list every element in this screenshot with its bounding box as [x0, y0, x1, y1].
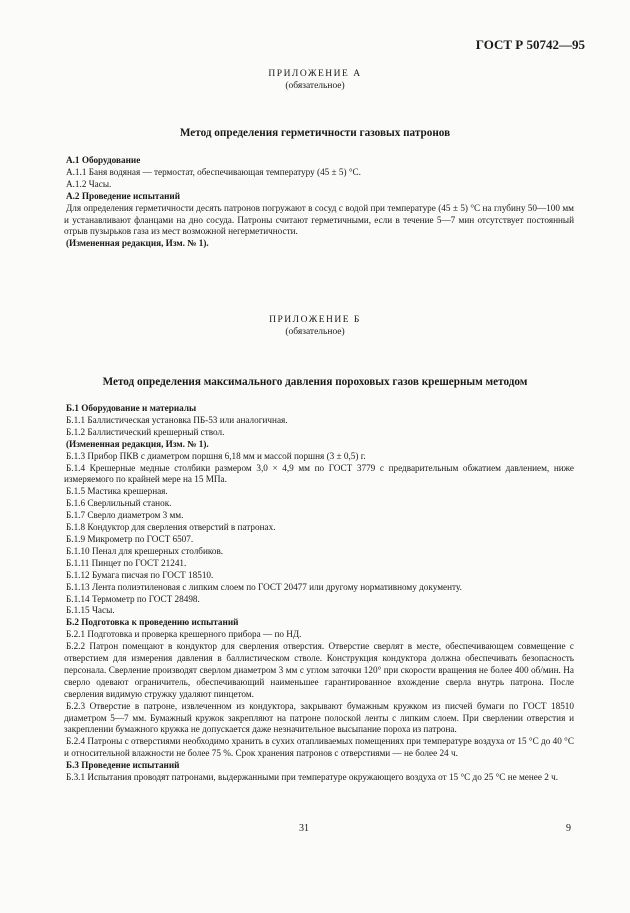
item-b1-6: Б.1.6 Сверлильный станок.: [66, 498, 172, 509]
item-b2-3: Б.2.3 Отверстие в патроне, извлеченном из кондуктора, закрывают бумажным кружком из писчей бумаги по ГОСТ 18510 диаметром 5—7 мм. Бумажный кружок закрепляют на патроне полоской ленты с липким слоем. При сверлении отверстия и закреплении бумажного кружка не допускается даже незначительное высыпание пороха из патрона.: [64, 700, 574, 735]
appendix-a-body: [64, 155, 574, 250]
item-b1-4: Б.1.4 Крешерные медные столбики размером 3,0 × 4,9 мм по ГОСТ 3779 с предварительным обжатием давлением, ниже измеряемого по крайней мере на 15 МПа.: [64, 462, 574, 485]
item-b2-4: Б.2.4 Патроны с отверстиями необходимо хранить в сухих отапливаемых помещениях при температуре воздуха от 15 °С до 40 °С и относительной влажности не более 75 %. Срок хранения патронов с отверстиями — не более 24 ч.: [64, 736, 574, 759]
item-b1-5: Б.1.5 Мастика крешерная.: [66, 486, 168, 497]
item-b1-1: Б.1.1 Баллистическая установка ПБ-53 или аналогичная.: [66, 414, 288, 425]
item-b2-1: Б.2.1 Подготовка и проверка крешерного прибора — по НД.: [66, 629, 302, 640]
item-b1-8: Б.1.8 Кондуктор для сверления отверстий в патронах.: [66, 522, 276, 533]
section-b1-heading: Б.1 Оборудование и материалы: [66, 403, 197, 413]
item-b1-7: Б.1.7 Сверло диаметром 3 мм.: [66, 510, 184, 521]
item-b1-13: Б.1.13 Лента полиэтиленовая с липким слоем по ГОСТ 20477 или другому нормативному документу.: [66, 581, 462, 592]
item-b1-2: Б.1.2 Баллистический крешерный ствол.: [66, 426, 225, 437]
item-a1-1: А.1.1 Баня водяная — термостат, обеспечивающая температуру (45 ± 5) °С.: [66, 166, 361, 177]
page-number-center: 31: [299, 823, 309, 834]
item-b1-15: Б.1.15 Часы.: [66, 605, 115, 616]
paragraph-a2: Для определения герметичности десять патронов погружают в сосуд с водой при температуре (45 ± 5) °С на глубину 50—100 мм и устанавливают фланцами на дно сосуда. Патроны считают герметичными, если в течение 5—7 мин отсутствует постоянный отрыв пузырьков газа из мест возможной негерметичности.: [64, 202, 574, 237]
item-b1-11: Б.1.11 Пинцет по ГОСТ 21241.: [66, 557, 187, 568]
item-a1-2: А.1.2 Часы.: [66, 178, 112, 189]
item-b1-14: Б.1.14 Термометр по ГОСТ 28498.: [66, 593, 200, 604]
appendix-b-heading: Метод определения максимального давления пороховых газов крешерным методом: [102, 376, 528, 388]
page-number-right: 9: [566, 823, 571, 834]
appendix-a-title: ПРИЛОЖЕНИЕ А: [268, 69, 362, 79]
item-b1-10: Б.1.10 Пенал для крешерных столбиков.: [66, 545, 224, 556]
item-b2-2: Б.2.2 Патрон помещают в кондуктор для сверления отверстия. Отверстие сверлят в месте, обеспечивающем совмещение с отверстием для измерения давления в баллистическом стволе. Конструкция кондуктора должна обеспечивать безопасность персонала. Сверление производят сверлом диаметром 3 мм с углом заточки 120° при скорости вращения не более 400 об/мин. На сверло одевают ограничитель, обеспечивающий наименьшее гарантированное вхождение сверла внутрь патрона. После сверления видимую стружку удаляют пинцетом.: [64, 641, 574, 699]
appendix-b-body: [64, 403, 574, 784]
item-b1-3: Б.1.3 Прибор ПКВ с диаметром поршня 6,18 мм и массой поршня (3 ± 0,5) г.: [66, 450, 366, 461]
appendix-a-header: [0, 69, 630, 91]
appendix-b-status: (обязательное): [285, 327, 345, 337]
appendix-a-heading: Метод определения герметичности газовых патронов: [179, 127, 451, 139]
appendix-b-header: [0, 315, 630, 337]
section-a1-heading: А.1 Оборудование: [66, 155, 141, 165]
appendix-b-title: ПРИЛОЖЕНИЕ Б: [269, 315, 361, 325]
amendment-note-a: (Измененная редакция, Изм. № 1).: [66, 238, 209, 249]
amendment-note-b: (Измененная редакция, Изм. № 1).: [66, 438, 209, 449]
section-a2-heading: А.2 Проведение испытаний: [66, 190, 180, 201]
item-b1-12: Б.1.12 Бумага писчая по ГОСТ 18510.: [66, 569, 214, 580]
standard-number: ГОСТ Р 50742—95: [475, 37, 585, 52]
item-b3-1: Б.3.1 Испытания проводят патронами, выдержанными при температуре окружающего воздуха от 15 °С до 25 °С не менее 2 ч.: [66, 772, 559, 783]
item-b1-9: Б.1.9 Микрометр по ГОСТ 6507.: [66, 533, 194, 544]
section-b2-heading: Б.2 Подготовка к проведению испытаний: [66, 617, 239, 628]
section-b3-heading: Б.3 Проведение испытаний: [66, 760, 180, 771]
appendix-a-status: (обязательное): [285, 81, 345, 91]
